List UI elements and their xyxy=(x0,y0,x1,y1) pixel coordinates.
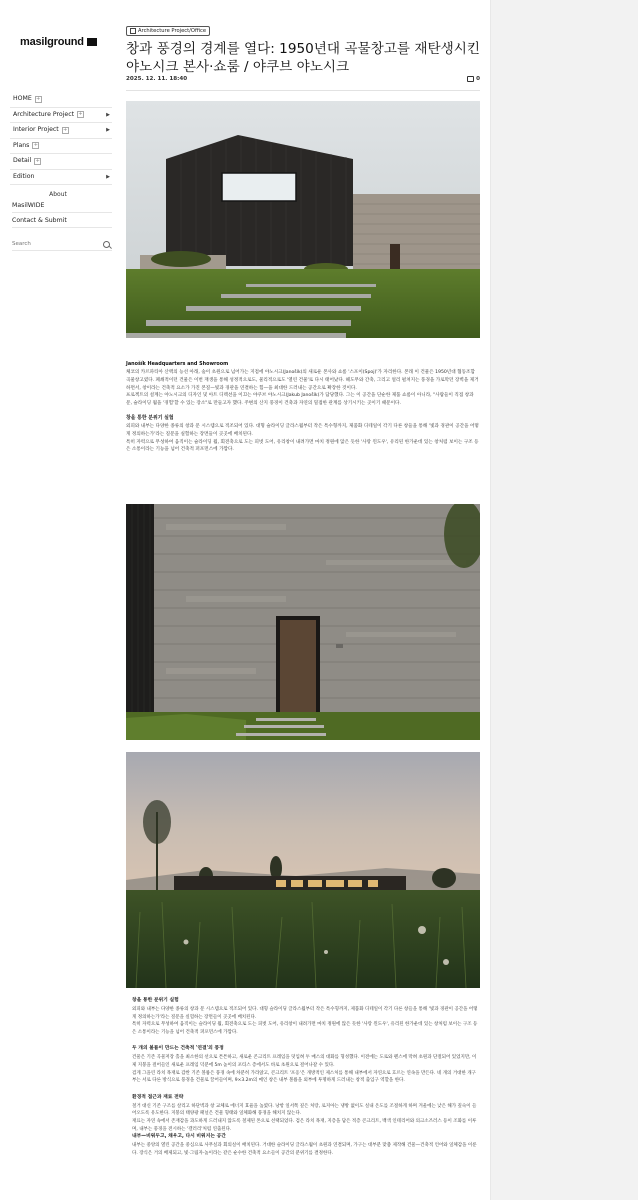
nav-item-detail[interactable] xyxy=(10,154,112,170)
search-icon[interactable] xyxy=(103,241,110,248)
nav-item-label: Architecture Project xyxy=(13,110,75,118)
nav-item-label: Plans xyxy=(13,141,30,149)
nav-item-home[interactable] xyxy=(10,92,112,108)
paragraph: 내부는 중앙의 열린 공간을 중심으로 사무실과 회의실이 배치된다. 거대한 슬라이딩 글라스월이 초원과 연결되며, 가구는 대부분 맞춤 제작해 건물—건축적 언어와 일체감을 이룬다. 장식은 거의 배제되고, 빛·그림자·높이라는 같은 순수한 건축적 요소들이 공간의 분위기를 결정한다. xyxy=(132,1143,477,1156)
logo-mark-icon xyxy=(87,38,97,46)
expand-plus-icon[interactable]: + xyxy=(63,126,68,133)
post-meta xyxy=(126,76,480,82)
post-title: 창과 풍경의 경계를 열다: 1950년대 곡물창고를 재탄생시킨 야노시크 본사·쇼룸 / 야쿠브 야노시크 xyxy=(126,41,480,75)
nav-item-interior-project[interactable] xyxy=(10,123,112,139)
nav-item-label: Detail xyxy=(13,157,32,164)
site-logo[interactable] xyxy=(20,36,97,48)
nav-item-label: Edition xyxy=(13,172,35,180)
section-heading: 창을 통한 분위기 실험 xyxy=(132,998,179,1003)
paragraph: 건물은 기존 곡물저장 홀을 최소한의 선으로 튼튼하고, 새로운 콘크리트 프레임을 덧입혀 두 매스의 대화를 형성했다. 이전에는 도로와 펜스에 막혀 초원과 단절되어 있었지만, 이제 지붕을 걸어들인 새로운 프레임 덕분에 5m 높이의 포티스 층에서도 바로 초원으로 걸어나갈 수 있다. xyxy=(132,1055,477,1068)
section-heading: 환경적 접근과 재료 전략 xyxy=(132,1094,184,1100)
expand-plus-icon[interactable]: + xyxy=(78,111,83,118)
chevron-right-icon[interactable]: ▶ xyxy=(106,127,110,133)
right-margin xyxy=(490,0,638,1200)
paragraph: 검게 그을린 라치 목재로 감싼 기존 볼륨은 풍경 속에 차분히 가라앉고, 콘크리트 '포옹'은 개방적인 제스처를 통해 내부에서 자연으로 흐르는 연속을 만든다. 네 개의 거대한 개구부는 서로 다른 방식으로 풍경을 건물로 끌어들이며, 9×3.2m의 메인 창은 내부 볼륨을 외부에 투명하게 드러내는 창적 출입구 역할을 한다. xyxy=(132,1070,476,1084)
nav-item-architecture-project[interactable] xyxy=(10,108,112,124)
nav-item-label: Interior Project xyxy=(13,126,59,133)
paragraph: 외피와 내부는 다양한 종류의 창과 문 시스템으로 적조되어 있다. 대형 슬라이딩 글라스월부터 작은 특수형까지, 제품화 디테일이 각기 다른 창들을 통해 '빛과 경관이 공간을 어떻게 정의하는가'라는 질문을 실험하는 장면들이 곳곳에 배치된다. xyxy=(132,1007,478,1020)
comment-count: 0 xyxy=(476,76,480,82)
chevron-right-icon[interactable]: ▶ xyxy=(106,111,110,118)
article-section-intro xyxy=(126,360,480,454)
nav-item-plans[interactable] xyxy=(10,139,112,155)
about-link[interactable]: About xyxy=(49,191,67,198)
category-icon xyxy=(130,28,136,34)
paragraph: 철거 대신 기존 구조를 살리고 하단벽과 창 교체로 에너지 효율을 높였다. 낭항 일서쪽 깊은 처랑, 로지아는 냉방 없이도 실내 온도를 조절하게 하며 겨울에는 낮은 해가 깊숙이 들어오도록 유도한다. 지붕의 태양광 패널은 건물 형태와 일체화해 풍경을 해치지 않는다. xyxy=(132,1103,477,1117)
masilwide-link[interactable]: MasilWIDE xyxy=(12,199,112,213)
logo-text: masilground xyxy=(20,36,84,48)
expand-plus-icon[interactable]: + xyxy=(33,142,38,149)
divider xyxy=(126,90,480,91)
post-content xyxy=(116,0,490,1200)
category-tag[interactable] xyxy=(126,26,210,36)
search-input[interactable]: Search xyxy=(12,241,31,247)
paragraph: 체코의 카르파티아 산맥의 능선 아래, 숲이 초원으로 넘어가는 지점에 야노시크(Janošík)의 새로운 본사와 쇼룸 '스포이(Spoj)'가 자리한다. 본래 이 건물은 1950년대 협동조합 곡물창고였다. 폐쇄적이던 건물은 이번 재생을 통해 성정적으로도, 물리적으로도 '열린 건물'로 다시 태어났다. 헤도무와 간축, 그리고 얼리 펼쳐지는 풍경을 가로막던 장벽을 제거하면서, 창이라는 건축적 요소가 가진 본질—빛과 경관을 연결하는 힘—을 최대한 드러내는 공간으로 확장한 것이다. xyxy=(126,370,479,391)
post-date: 2025. 12. 11. 18:40 xyxy=(126,76,188,82)
category-label: Architecture Project/Office xyxy=(138,28,207,34)
expand-plus-icon[interactable]: + xyxy=(36,95,41,102)
section-heading: 내부—비워두고, 채우고, 다시 비워지는 공간 xyxy=(132,1134,226,1140)
paragraph: 외피와 내부는 다양한 종류의 창과 문 시스템으로 적조되어 있다. 대형 슬라이딩 글라스월부터 작은 특수형까지, 제품화 디테일이 각기 다른 창들을 통해 '빛과 경관이 공간을 어떻게 정의하는가'라는 질문을 실험하는 장면들이 곳곳에 배치된다. xyxy=(126,423,479,437)
article-section-body xyxy=(132,997,480,1157)
nav-item-edition[interactable] xyxy=(10,170,112,186)
search-box[interactable] xyxy=(12,238,112,251)
section-heading: Janošík Headquarters and Showroom xyxy=(126,361,229,367)
expand-plus-icon[interactable]: + xyxy=(35,157,40,164)
photo-meadow-dusk xyxy=(126,752,480,988)
photo-concrete-door xyxy=(126,504,480,740)
paragraph: 재료는 자연 속에서 존재감을 과도하게 드러내지 않도록 철제된 톤으로 선택되었다. 검은 라치 목재, 지층을 담은 적층 콘크리트, 백색 인테리어와 의크소즈러스 등이 조화를 이루며, 내부는 풍경을 전시하는 '갤러리'처럼 연출된다. xyxy=(132,1118,477,1132)
paragraph: 특히 자력으로 무성하여 움직이는 슬라이딩 월, 회전축으로 도는 피벗 도어, 유리창이 내려가면 마치 정원에 않은 듯한 '사랑 윈도우', 유리된 한가운데 있는 창처럼 보이는 구조 등은 소통이라는 기능을 넘어 건축적 퍼포먼스에 가깝다. xyxy=(132,1022,478,1035)
nav-item-label: HOME xyxy=(13,95,32,102)
paragraph: 특히 자력으로 무성하여 움직이는 슬라이딩 월, 회전축으로 도는 피벗 도어, 유리창이 내려가면 마치 정원에 않은 듯한 '사랑 윈도우', 유리된 한가운데 있는 창처럼 보이는 구조 등은 소통이라는 기능을 넘어 건축적 퍼포먼스에 가깝다. xyxy=(126,439,479,453)
chevron-right-icon[interactable]: ▶ xyxy=(106,173,110,180)
comment-icon xyxy=(467,76,474,82)
sidebar xyxy=(0,0,117,1200)
main-nav xyxy=(10,92,112,185)
photo-exterior-barn xyxy=(126,101,480,338)
contact-submit-link[interactable]: Contact & Submit xyxy=(12,214,112,228)
comment-counter[interactable] xyxy=(467,76,480,82)
section-heading: 창을 통한 분위기 실험 xyxy=(126,414,174,421)
paragraph: 프로젝트의 설계는 야노시크의 디자인 및 아트 디렉션을 이끄는 야쿠브 야노시크(Jakub Janošík)가 담당했다. 그는 이 공간을 단순한 제품 쇼룸이 아니라, "사람들이 직접 창과 문, 슬라이딩 월을 '경험'할 수 있는 장소"로 만들고자 했다. 주변의 산지 풍경이 건축과 자연의 밀접한 관계를 상기시키는 곳이기 때문이다. xyxy=(126,393,474,407)
section-heading: 두 개의 볼륨이 만드는 건축적 '연결'의 풍정 xyxy=(132,1046,224,1052)
